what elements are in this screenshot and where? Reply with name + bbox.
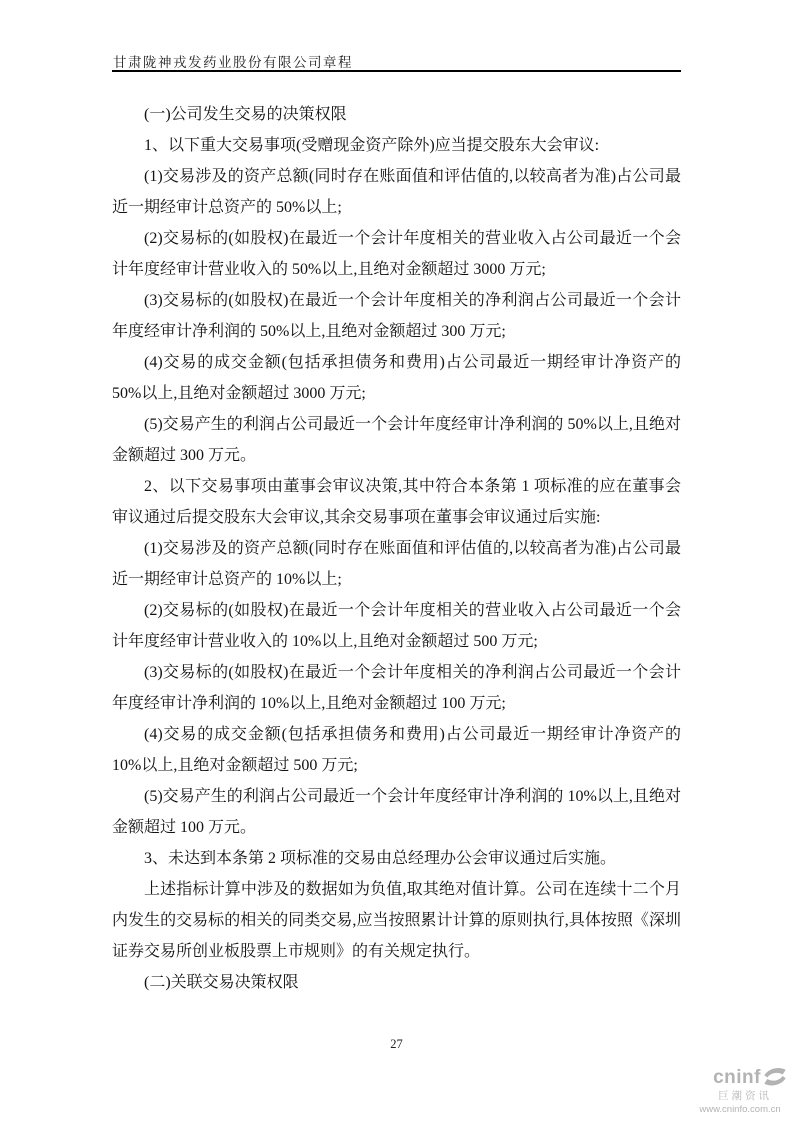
cninfo-brand-text: cninf [713,1067,761,1088]
paragraph: 上述指标计算中涉及的数据如为负值,取其绝对值计算。公司在连续十二个月内发生的交易标的相关的同类交易,应当按照累计计算的原则执行,具体按照《深圳证券交易所创业板股票上市规则》的有关规定执行。 [112,881,681,960]
cninfo-chinese-name: 巨潮资讯 [718,1090,772,1102]
paragraph: 2、以下交易事项由董事会审议决策,其中符合本条第 1 项标准的应在董事会审议通过后提交股东大会审议,其余交易事项在董事会审议通过后实施: [112,478,681,526]
header-rule [112,70,681,72]
paragraph: (二)关联交易决策权限 [144,974,299,991]
paragraph: (2)交易标的(如股权)在最近一个会计年度相关的营业收入占公司最近一个会计年度经审计营业收入的 50%以上,且绝对金额超过 3000 万元; [112,230,681,278]
paragraph: (3)交易标的(如股权)在最近一个会计年度相关的净利润占公司最近一个会计年度经审计净利润的 10%以上,且绝对金额超过 100 万元; [112,664,681,712]
cninfo-swirl-icon [762,1066,788,1089]
cninfo-watermark [692,1066,788,1114]
paragraph: (2)交易标的(如股权)在最近一个会计年度相关的营业收入占公司最近一个会计年度经审计营业收入的 10%以上,且绝对金额超过 500 万元; [112,602,681,650]
paragraph: (一)公司发生交易的决策权限 [144,106,347,123]
cninfo-website-url: www.cninfo.com.cn [699,1103,781,1115]
page-number: 27 [390,1037,403,1051]
paragraph: (4)交易的成交金额(包括承担债务和费用)占公司最近一期经审计净资产的 10%以上,且绝对金额超过 500 万元; [112,726,681,774]
paragraph: (5)交易产生的利润占公司最近一个会计年度经审计净利润的 50%以上,且绝对金额超过 300 万元。 [112,416,681,464]
paragraph: (3)交易标的(如股权)在最近一个会计年度相关的净利润占公司最近一个会计年度经审计净利润的 50%以上,且绝对金额超过 300 万元; [112,292,681,340]
paragraph: (1)交易涉及的资产总额(同时存在账面值和评估值的,以较高者为准)占公司最近一期经审计总资产的 50%以上; [112,168,681,216]
cninfo-brand-row [692,1066,788,1089]
paragraph: (4)交易的成交金额(包括承担债务和费用)占公司最近一期经审计净资产的 50%以上,且绝对金额超过 3000 万元; [112,354,681,402]
document-header-title: 甘肃陇神戎发药业股份有限公司章程 [113,55,353,70]
paragraph: 1、以下重大交易事项(受赠现金资产除外)应当提交股东大会审议: [144,137,600,154]
paragraph: (1)交易涉及的资产总额(同时存在账面值和评估值的,以较高者为准)占公司最近一期经审计总资产的 10%以上; [112,540,681,588]
paragraph: (5)交易产生的利润占公司最近一个会计年度经审计净利润的 10%以上,且绝对金额超过 100 万元。 [112,788,681,836]
document-body [112,99,681,998]
paragraph: 3、未达到本条第 2 项标准的交易由总经理办公会审议通过后实施。 [144,850,617,867]
